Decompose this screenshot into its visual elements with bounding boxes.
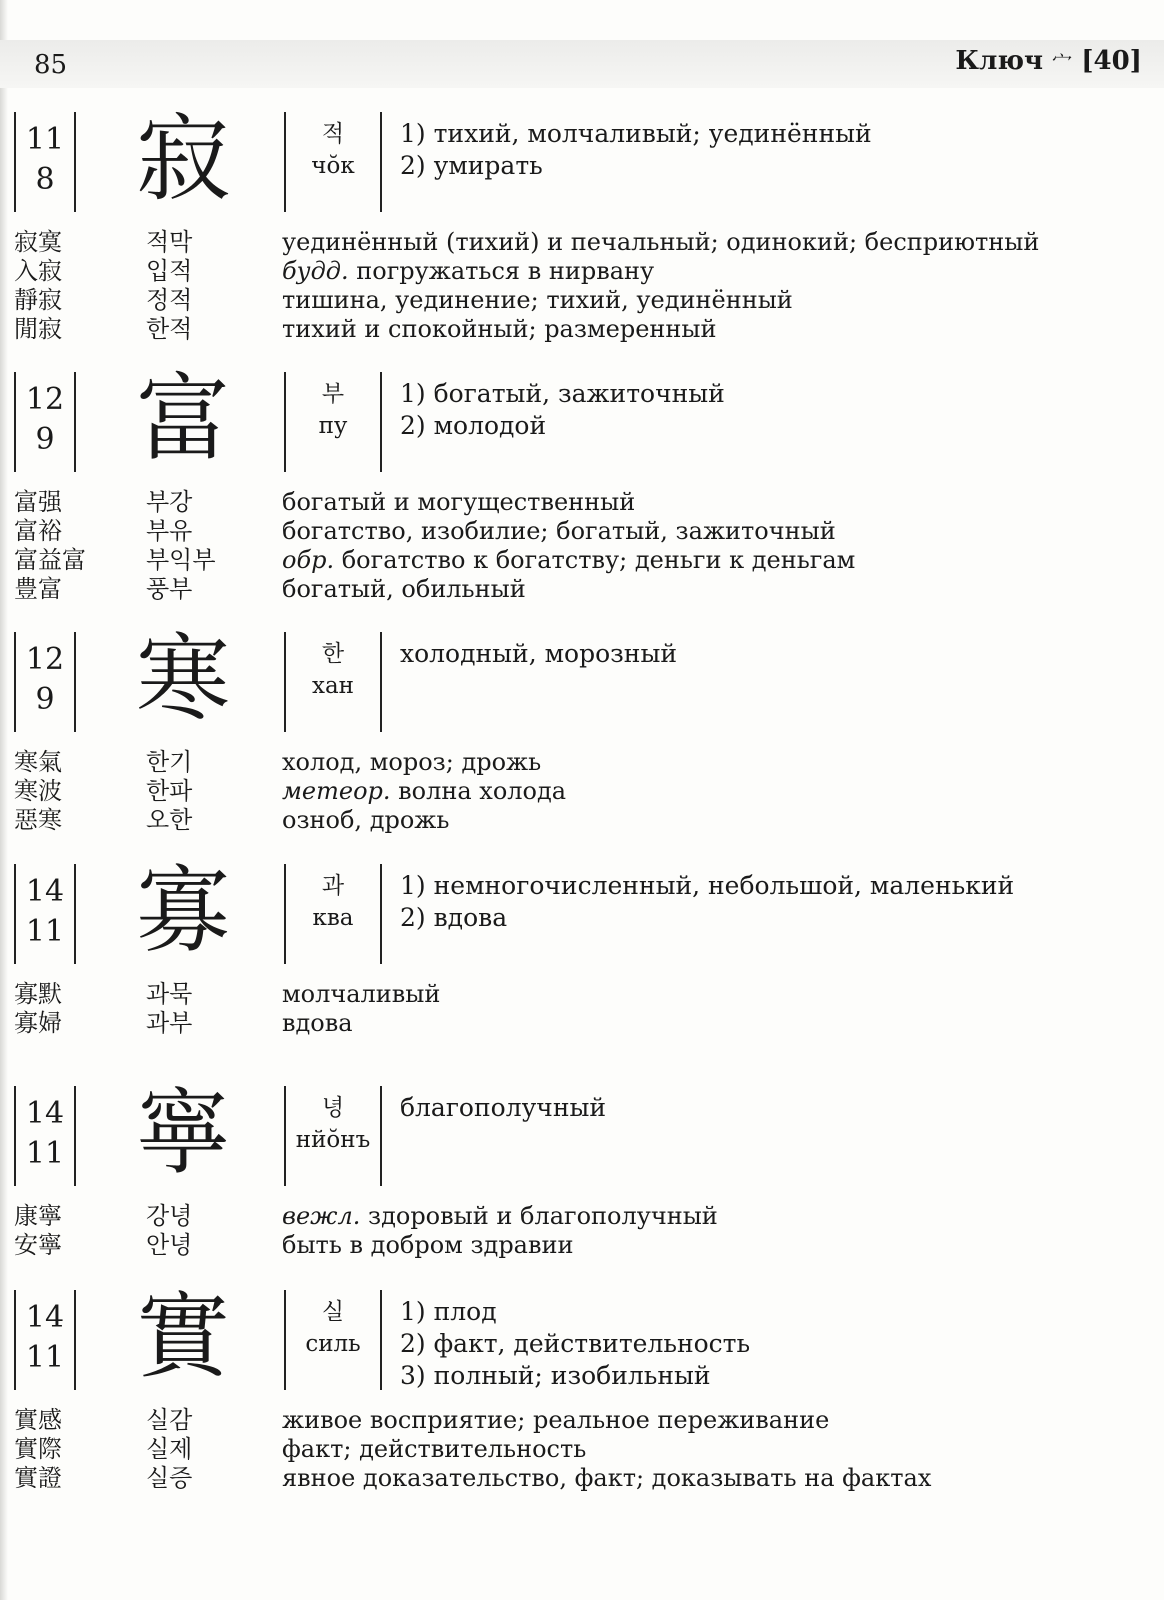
- definition-text: живое восприятие; реальное переживание: [282, 1406, 830, 1434]
- meaning-line: благополучный: [400, 1093, 607, 1122]
- stroke-counts: [14, 1086, 76, 1186]
- compound-definition: [282, 1202, 718, 1231]
- compound-row: [0, 1009, 1164, 1038]
- meaning-line: 3) полный; изобильный: [400, 1361, 711, 1390]
- dictionary-entry: [0, 365, 1164, 604]
- compound-hangul: 안녕: [146, 1231, 193, 1259]
- compound-list: [0, 748, 1164, 835]
- compound-definition: [282, 1464, 931, 1493]
- headword-meanings: [400, 870, 1140, 934]
- key-radical: 宀: [1052, 50, 1073, 74]
- headword-hanja: 寂: [135, 105, 230, 214]
- reading-transcription: ква: [312, 905, 354, 931]
- usage-label: вежл.: [282, 1202, 361, 1230]
- dictionary-entry: [0, 1079, 1164, 1260]
- meaning-line: холодный, морозный: [400, 639, 678, 668]
- dictionary-entry: [0, 625, 1164, 835]
- reading-box: [284, 112, 382, 212]
- compound-definition: [282, 980, 440, 1009]
- compound-row: [0, 315, 1164, 344]
- compound-row: [0, 488, 1164, 517]
- compound-hangul: 과묵: [146, 980, 193, 1008]
- definition-text: тишина, уединение; тихий, уединённый: [282, 286, 793, 314]
- compound-hanja: 入寂: [14, 257, 62, 285]
- reading-box: [284, 1290, 382, 1390]
- stroke-total: 14: [25, 1300, 65, 1335]
- definition-text: богатство к богатству; деньги к деньгам: [334, 546, 856, 574]
- compound-hangul: 풍부: [146, 575, 193, 603]
- compound-row: [0, 1202, 1164, 1231]
- compound-list: [0, 1202, 1164, 1260]
- reading-transcription: нйŏнъ: [295, 1127, 371, 1153]
- stroke-remainder: 11: [25, 1136, 65, 1171]
- reading-transcription: хан: [311, 673, 354, 699]
- entry-head: [0, 105, 1164, 214]
- compound-hanja: 寡婦: [14, 1009, 62, 1037]
- entry-head: [0, 1283, 1164, 1392]
- stroke-counts: [14, 372, 76, 472]
- stroke-total: 11: [25, 122, 65, 157]
- definition-text: богатый и могущественный: [282, 488, 636, 516]
- reading-hangul: 부: [321, 381, 345, 407]
- compound-row: [0, 748, 1164, 777]
- dictionary-entry: [0, 1283, 1164, 1493]
- definition-text: явное доказательство, факт; доказывать на фактах: [282, 1464, 932, 1492]
- compound-hangul: 실증: [146, 1464, 193, 1492]
- compound-row: [0, 517, 1164, 546]
- compound-definition: [282, 1231, 574, 1260]
- compound-hanja: 寒氣: [14, 748, 62, 776]
- compound-hanja: 寒波: [14, 777, 62, 805]
- meaning-line: 1) немногочисленный, небольшой, маленький: [400, 871, 1015, 900]
- compound-row: [0, 777, 1164, 806]
- usage-label: будд.: [282, 257, 349, 285]
- entry-head: [0, 1079, 1164, 1188]
- dictionary-entry: [0, 857, 1164, 1038]
- compound-definition: [282, 806, 449, 835]
- key-number: [40]: [1081, 46, 1142, 76]
- compound-hanja: 富裕: [14, 517, 62, 545]
- definition-text: вдова: [282, 1009, 353, 1037]
- meaning-line: 2) молодой: [400, 411, 547, 440]
- compound-row: [0, 546, 1164, 575]
- meaning-line: 2) умирать: [400, 151, 543, 180]
- stroke-total: 12: [25, 642, 65, 677]
- compound-hanja: 寂寞: [14, 228, 62, 256]
- usage-label: обр.: [282, 546, 335, 574]
- compound-hanja: 豊富: [14, 575, 62, 603]
- compound-list: [0, 488, 1164, 604]
- definition-text: факт; действительность: [282, 1435, 587, 1463]
- reading-box: [284, 1086, 382, 1186]
- compound-hanja: 實證: [14, 1464, 62, 1492]
- compound-definition: [282, 1009, 353, 1038]
- dictionary-entry: [0, 105, 1164, 344]
- compound-row: [0, 575, 1164, 604]
- compound-hangul: 부강: [146, 488, 193, 516]
- compound-hanja: 實際: [14, 1435, 62, 1463]
- compound-row: [0, 1435, 1164, 1464]
- compound-row: [0, 806, 1164, 835]
- compound-hangul: 실감: [146, 1406, 193, 1434]
- compound-hanja: 富强: [14, 488, 62, 516]
- definition-text: тихий и спокойный; размеренный: [282, 315, 717, 343]
- reading-transcription: пу: [318, 413, 348, 439]
- reading-transcription: чŏк: [311, 153, 355, 179]
- stroke-counts: [14, 864, 76, 964]
- compound-hanja: 康寧: [14, 1202, 62, 1230]
- compound-hangul: 오한: [146, 806, 193, 834]
- compound-hanja: 富益富: [14, 546, 86, 574]
- headword-meanings: [400, 638, 1140, 670]
- stroke-counts: [14, 1290, 76, 1390]
- definition-text: быть в добром здравии: [282, 1231, 574, 1259]
- compound-definition: [282, 575, 526, 604]
- headword-meanings: [400, 118, 1140, 182]
- compound-hangul: 부유: [146, 517, 193, 545]
- definition-text: холод, мороз; дрожь: [282, 748, 542, 776]
- reading-hangul: 한: [321, 641, 345, 667]
- compound-row: [0, 1406, 1164, 1435]
- compound-definition: [282, 286, 793, 315]
- compound-row: [0, 1231, 1164, 1260]
- meaning-line: 1) плод: [400, 1297, 497, 1326]
- compound-hanja: 靜寂: [14, 286, 62, 314]
- compound-definition: [282, 546, 855, 575]
- compound-row: [0, 228, 1164, 257]
- meaning-line: 2) вдова: [400, 903, 508, 932]
- compound-definition: [282, 748, 541, 777]
- compound-definition: [282, 1406, 829, 1435]
- stroke-total: 14: [25, 1096, 65, 1131]
- meaning-line: 2) факт, действительность: [400, 1329, 751, 1358]
- radical-key-heading: [955, 46, 1142, 76]
- reading-hangul: 실: [321, 1299, 345, 1325]
- usage-label: метеор.: [282, 777, 391, 805]
- compound-hangul: 한적: [146, 315, 193, 343]
- compound-hanja: 寡默: [14, 980, 62, 1008]
- headword-hanja: 實: [135, 1283, 230, 1392]
- compound-hangul: 실제: [146, 1435, 193, 1463]
- reading-box: [284, 372, 382, 472]
- headword-meanings: [400, 1092, 1140, 1124]
- definition-text: молчаливый: [282, 980, 441, 1008]
- stroke-remainder: 9: [35, 682, 55, 717]
- headword-hanja: 寒: [135, 625, 230, 734]
- page-number: 85: [34, 50, 68, 80]
- reading-box: [284, 864, 382, 964]
- definition-text: богатый, обильный: [282, 575, 526, 603]
- compound-definition: [282, 257, 654, 286]
- compound-hangul: 정적: [146, 286, 193, 314]
- definition-text: богатство, изобилие; богатый, зажиточный: [282, 517, 836, 545]
- compound-definition: [282, 488, 635, 517]
- compound-row: [0, 257, 1164, 286]
- compound-hangul: 적막: [146, 228, 193, 256]
- compound-row: [0, 1464, 1164, 1493]
- meaning-line: 1) тихий, молчаливый; уединённый: [400, 119, 872, 148]
- compound-hangul: 강녕: [146, 1202, 193, 1230]
- definition-text: уединённый (тихий) и печальный; одинокий; бесприютный: [282, 228, 1040, 256]
- stroke-total: 14: [25, 874, 65, 909]
- compound-list: [0, 228, 1164, 344]
- compound-hanja: 惡寒: [14, 806, 62, 834]
- reading-box: [284, 632, 382, 732]
- reading-hangul: 녕: [321, 1095, 345, 1121]
- compound-list: [0, 1406, 1164, 1493]
- compound-definition: [282, 1435, 586, 1464]
- definition-text: волна холода: [390, 777, 567, 805]
- compound-definition: [282, 777, 566, 806]
- stroke-counts: [14, 112, 76, 212]
- compound-hangul: 입적: [146, 257, 193, 285]
- compound-definition: [282, 315, 716, 344]
- compound-hanja: 安寧: [14, 1231, 62, 1259]
- headword-hanja: 寧: [135, 1079, 230, 1188]
- stroke-remainder: 9: [35, 422, 55, 457]
- headword-hanja: 富: [135, 365, 230, 474]
- headword-meanings: [400, 378, 1140, 442]
- entry-head: [0, 625, 1164, 734]
- compound-row: [0, 980, 1164, 1009]
- compound-hangul: 한파: [146, 777, 193, 805]
- entry-head: [0, 857, 1164, 966]
- compound-hanja: 實感: [14, 1406, 62, 1434]
- meaning-line: 1) богатый, зажиточный: [400, 379, 725, 408]
- compound-definition: [282, 228, 1039, 257]
- headword-meanings: [400, 1296, 1140, 1392]
- compound-list: [0, 980, 1164, 1038]
- compound-hanja: 閒寂: [14, 315, 62, 343]
- stroke-remainder: 8: [35, 162, 55, 197]
- stroke-total: 12: [25, 382, 65, 417]
- compound-row: [0, 286, 1164, 315]
- definition-text: здоровый и благополучный: [360, 1202, 718, 1230]
- entry-head: [0, 365, 1164, 474]
- compound-hangul: 부익부: [146, 546, 216, 574]
- definition-text: погружаться в нирвану: [348, 257, 655, 285]
- reading-hangul: 적: [321, 121, 345, 147]
- compound-hangul: 한기: [146, 748, 193, 776]
- definition-text: озноб, дрожь: [282, 806, 450, 834]
- key-label: Ключ: [955, 46, 1044, 76]
- compound-hangul: 과부: [146, 1009, 193, 1037]
- stroke-counts: [14, 632, 76, 732]
- stroke-remainder: 11: [25, 1340, 65, 1375]
- stroke-remainder: 11: [25, 914, 65, 949]
- compound-definition: [282, 517, 836, 546]
- reading-hangul: 과: [321, 873, 345, 899]
- headword-hanja: 寡: [135, 857, 230, 966]
- reading-transcription: силь: [305, 1331, 361, 1357]
